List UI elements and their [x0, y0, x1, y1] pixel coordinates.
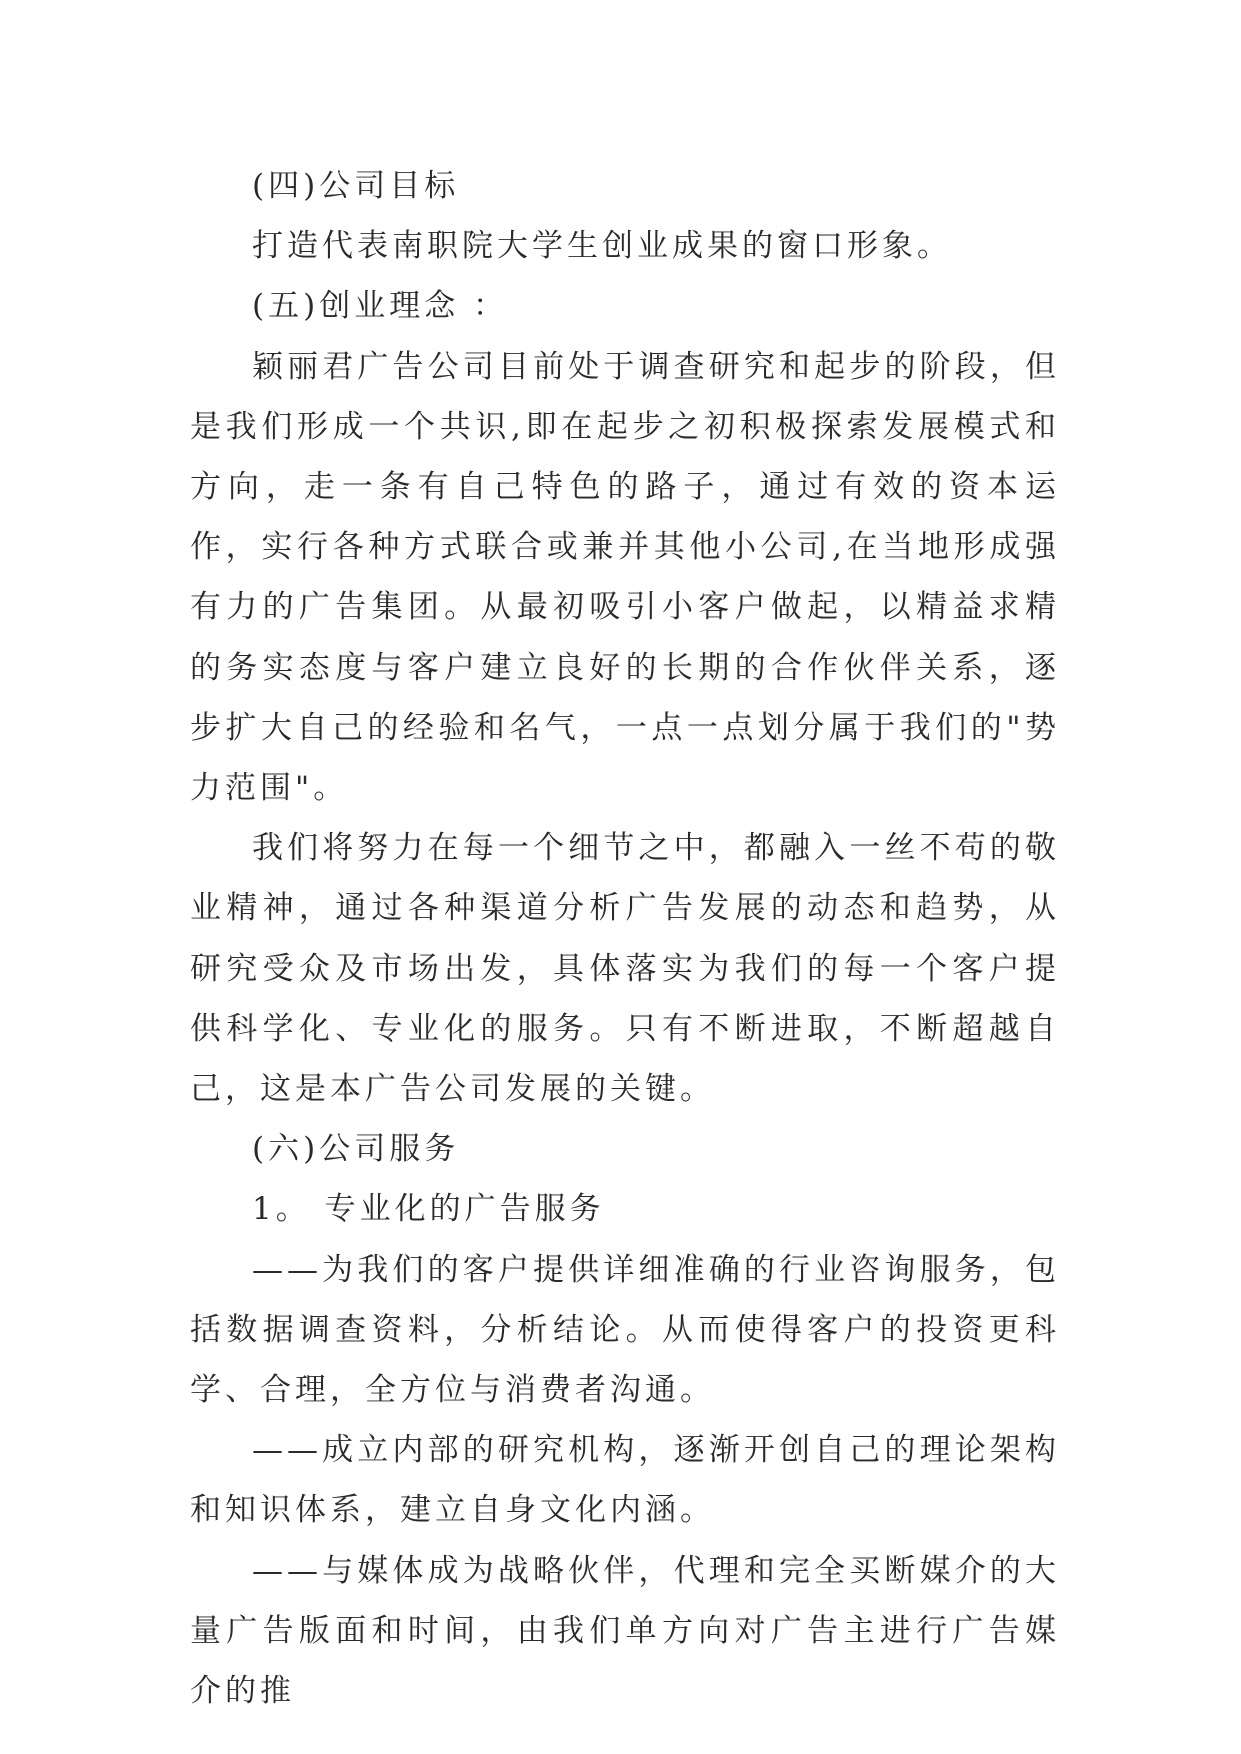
goal-text: 打造代表南职院大学生创业成果的窗口形象。 [252, 228, 952, 265]
goal-heading: (四)公司目标 [252, 168, 460, 204]
philosophy-heading: (五)创业理念 ： [252, 288, 509, 325]
philosophy-paragraph-1: 颖丽君广告公司目前处于调查研究和起步的阶段，但是我们形成一个共识,即在起步之初积极探索发展模式和方向，走一条有自己特色的路子，通过有效的资本运作，实行各种方式联合或兼并其他小公司,在当地形成强有力的广告集团。从最初吸引小客户做起，以精益求精的务实态度与客户建立良好的长期的合作伙伴关系，逐步扩大自己的经验和名气，一点一点划分属于我们的"势力范围"。 [190, 348, 1060, 807]
services-heading: (六)公司服务 [252, 1131, 460, 1168]
philosophy-paragraph-2: 我们将努力在每一个细节之中，都融入一丝不苟的敬业精神，通过各种渠道分析广告发展的动态和趋势，从研究受众及市场出发，具体落实为我们的每一个客户提供科学化、专业化的服务。只有不断进取，不断超越自己，这是本广告公司发展的关键。 [190, 830, 1060, 1108]
document-body [190, 156, 1060, 1721]
service-1-paragraph-3: ——与媒体成为战略伙伴，代理和完全买断媒介的大量广告版面和时间，由我们单方向对广告主进行广告媒介的推 [190, 1552, 1060, 1710]
service-1-paragraph-2: ——成立内部的研究机构，逐渐开创自己的理论架构和知识体系，建立自身文化内涵。 [190, 1432, 1060, 1529]
service-1-heading: 1。 专业化的广告服务 [252, 1191, 605, 1228]
service-1-paragraph-1: ——为我们的客户提供详细准确的行业咨询服务，包括数据调查资料，分析结论。从而使得客户的投资更科学、合理，全方位与消费者沟通。 [190, 1251, 1060, 1409]
